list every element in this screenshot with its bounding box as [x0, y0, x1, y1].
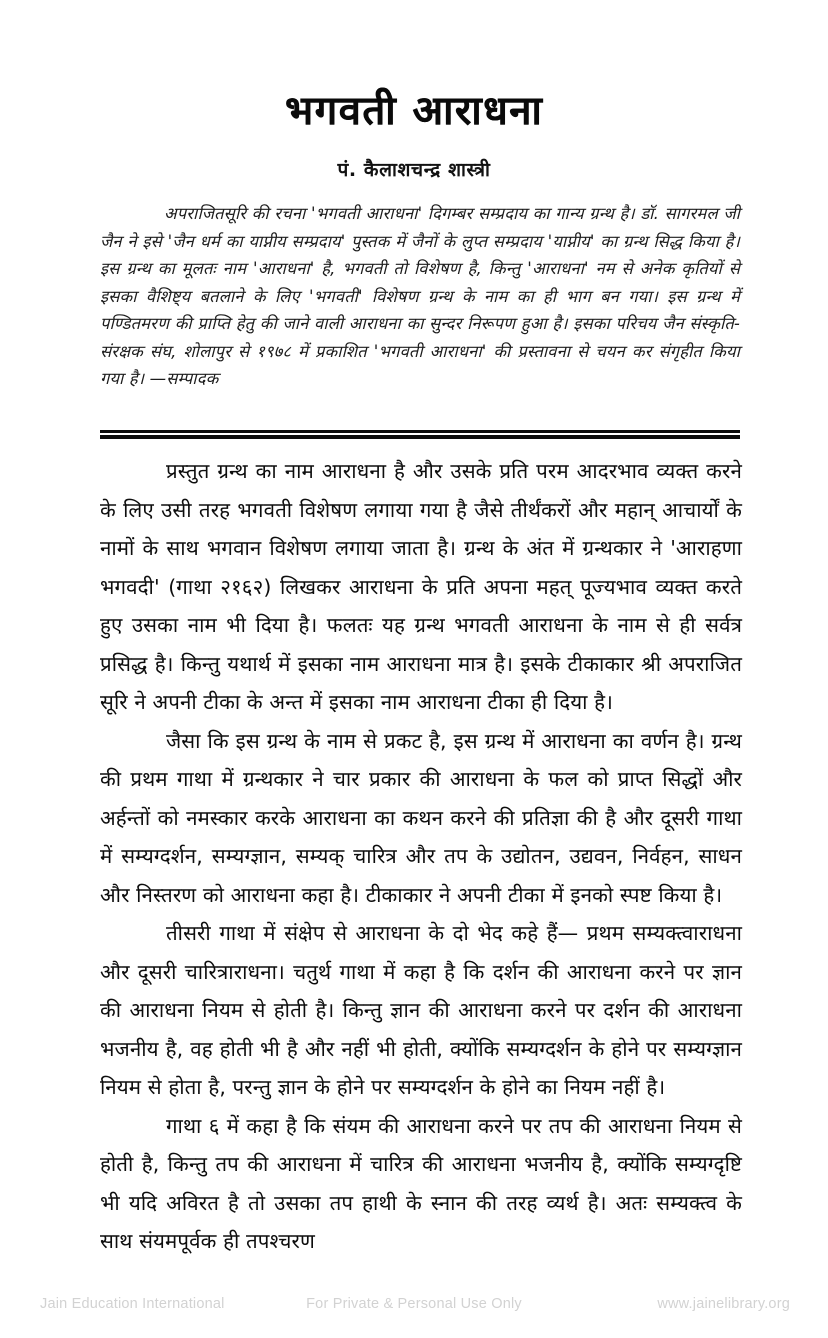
page-footer [0, 1292, 828, 1316]
editor-introduction [100, 200, 740, 393]
section-divider [100, 430, 740, 439]
body-paragraph: गाथा ६ में कहा है कि संयम की आराधना करने पर तप की आराधना नियम से होती है, किन्तु तप की आराधना में चारित्र की आराधना भजनीय है, क्योंकि सम्यग्दृष्टि भी यदि अविरत है तो उसका तप हाथी के स्नान की तरह व्यर्थ है। अतः सम्यक्त्व के साथ संयमपूर्वक ही तपश्चरण [100, 1113, 742, 1253]
page-title: भगवती आराधना [284, 88, 544, 134]
author-byline: पं. कैलाशचन्द्र शास्त्री [337, 159, 491, 181]
body-paragraph: जैसा कि इस ग्रन्थ के नाम से प्रकट है, इस ग्रन्थ में आराधना का वर्णन है। ग्रन्थ की प्रथम गाथा में ग्रन्थकार ने चार प्रकार की आराधना के फल को प्राप्त सिद्धों और अर्हन्तों को नमस्कार करके आराधना का कथन करने की प्रतिज्ञा की है और दूसरी गाथा में सम्यग्दर्शन, सम्यग्ज्ञान, सम्यक् चारित्र और तप के उद्योतन, उद्यवन, निर्वहन, साधन और निस्तरण को आराधना कहा है। टीकाकार ने अपनी टीका में इनको स्पष्ट किया है। [100, 728, 742, 907]
footer-usage-notice: For Private & Personal Use Only [306, 1296, 522, 1312]
body-text [100, 452, 742, 1261]
body-paragraph: तीसरी गाथा में संक्षेप से आराधना के दो भेद कहे हैं— प्रथम सम्यक्त्वाराधना और दूसरी चारित्राराधना। चतुर्थ गाथा में कहा है कि दर्शन की आराधना करने पर ज्ञान की आराधना नियम से होती है। किन्तु ज्ञान की आराधना करने पर दर्शन की आराधना भजनीय है, वह होती भी है और नहीं भी होती, क्योंकि सम्यग्दर्शन के होने पर सम्यग्ज्ञान नियम से होता है, परन्तु ज्ञान के होने पर सम्यग्दर्शन के होने का नियम नहीं है। [100, 921, 742, 1099]
divider-rule-bottom [100, 435, 740, 439]
divider-rule-top [100, 430, 740, 433]
intro-text: अपराजितसूरि की रचना 'भगवती आराधना' दिगम्बर सम्प्रदाय का गान्य ग्रन्थ है। डॉ. सागरमल जी जैन ने इसे 'जैन धर्म का याप्नीय सम्प्रदाय' पुस्तक में जैनों के लुप्त सम्प्रदाय 'याप्नीय' का ग्रन्थ सिद्ध किया है। इस ग्रन्थ का मूलतः नाम 'आराधना' है, भगवती तो विशेषण है, किन्तु 'आराधना' नम से अनेक कृतियों से इसका वैशिष्ट्य बतलाने के लिए 'भगवती' विशेषण ग्रन्थ के नाम का ही भाग बन गया। इस ग्रन्थ में पण्डितमरण की प्राप्ति हेतु की जाने वाली आराधना का सुन्दर निरूपण हुआ है। इसका परिचय जैन संस्कृति-संरक्षक संघ, शोलापुर से १९७८ में प्रकाशित 'भगवती आराधना' की प्रस्तावना से चयन कर संगृहीत किया गया है। [100, 204, 740, 388]
footer-organization: Jain Education International [40, 1296, 225, 1312]
body-paragraph: प्रस्तुत ग्रन्थ का नाम आराधना है और उसके प्रति परम आदरभाव व्यक्त करने के लिए उसी तरह भगवती विशेषण लगाया गया है जैसे तीर्थंकरों और महान् आचार्यों के नामों के साथ भगवान विशेषण लगाया जाता है। ग्रन्थ के अंत में ग्रन्थकार ने 'आराहणा भगवदी' (गाथा २१६२) लिखकर आराधना के प्रति अपना महत् पूज्यभाव व्यक्त करते हुए उसका नाम भी दिया है। फलतः यह ग्रन्थ भगवती आराधना के नाम से ही सर्वत्र प्रसिद्ध है। किन्तु यथार्थ में इसका नाम आराधना मात्र है। इसके टीकाकार श्री अपराजित सूरि ने अपनी टीका के अन्त में इसका नाम आराधना टीका ही दिया है। [100, 459, 742, 714]
title-block [0, 88, 828, 182]
footer-website-link[interactable]: www.jainelibrary.org [657, 1296, 790, 1312]
intro-signature: —सम्पादक [149, 369, 219, 388]
